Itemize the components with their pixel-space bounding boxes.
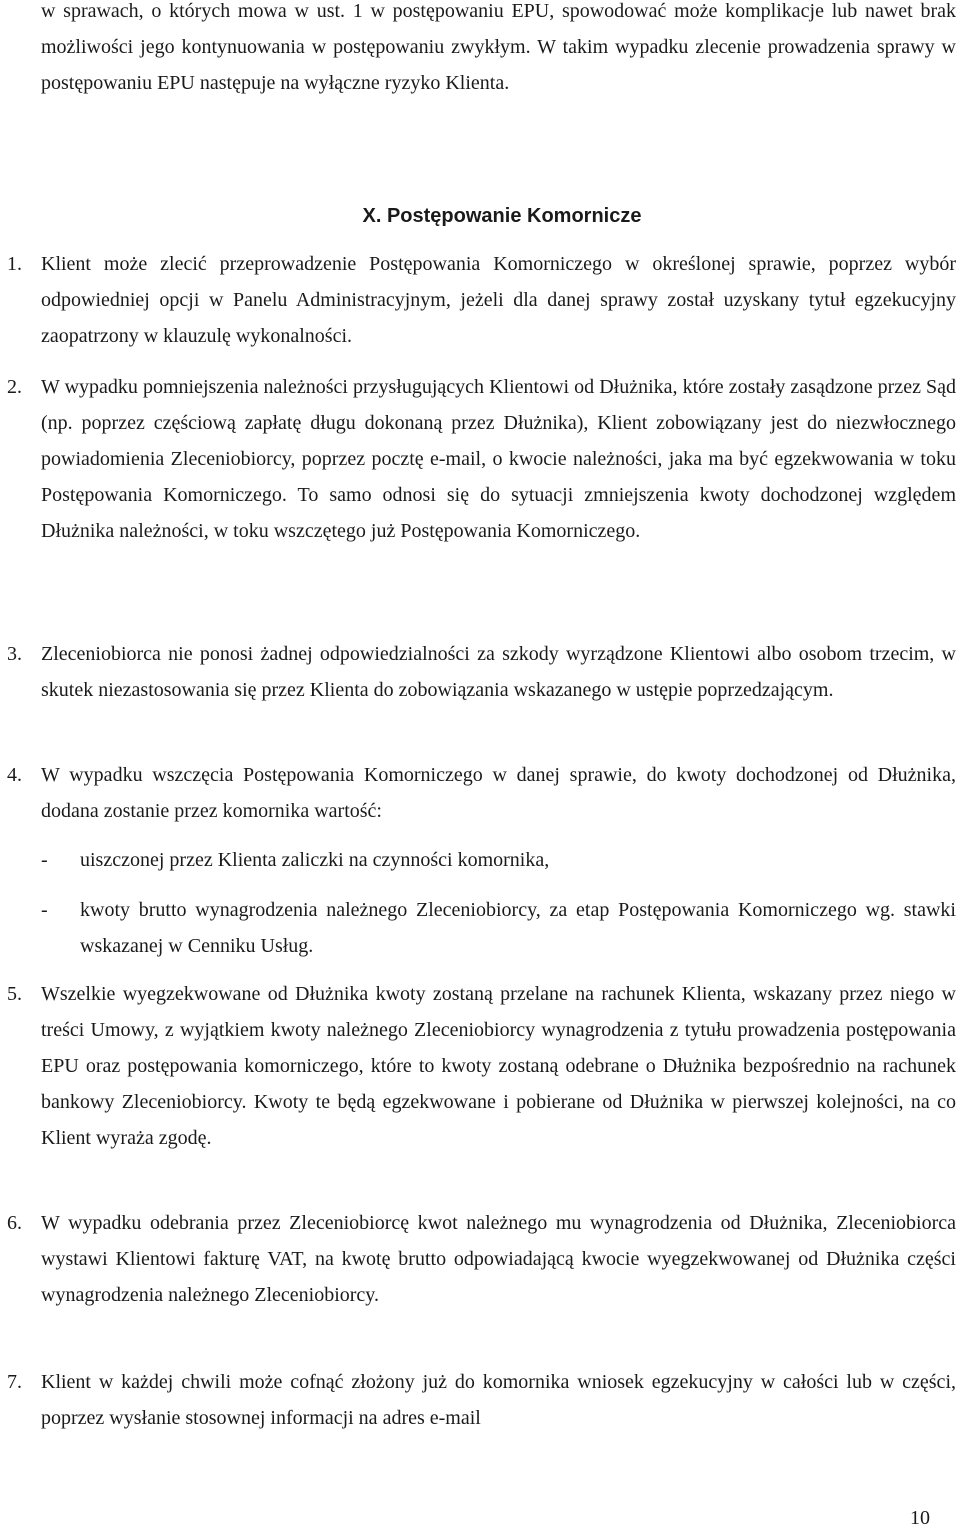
intro-paragraph: w sprawach, o których mowa w ust. 1 w postępowaniu EPU, spowodować może komplikacje lub nawet brak możliwości jego kontynuowania w postępowaniu zwykłym. W takim wypadku zlecenie prowadzenia sprawy w postępowaniu EPU następuje na wyłączne ryzyko Klienta. (41, 0, 956, 94)
section-heading-text: X. Postępowanie Komornicze (362, 205, 642, 227)
list-item-number: 4. (7, 764, 22, 786)
list-item-text: Zleceniobiorca nie ponosi żadnej odpowiedzialności za szkody wyrządzone Klientowi albo osobom trzecim, w skutek niezastosowania się przez Klienta do zobowiązania wskazanego w ustępie poprzedzającym. (41, 643, 956, 701)
list-item-number: 5. (7, 983, 22, 1005)
list-item-number: 3. (7, 643, 22, 665)
section-heading (0, 200, 960, 232)
list-item-number: 2. (7, 376, 22, 398)
list-item-5 (7, 976, 956, 1156)
list-item-text: Klient w każdej chwili może cofnąć złożony już do komornika wniosek egzekucyjny w całości lub w części, poprzez wysłanie stosownej informacji na adres e-mail (41, 1371, 956, 1429)
list-item-text: Wszelkie wyegzekwowane od Dłużnika kwoty zostaną przelane na rachunek Klienta, wskazany przez niego w treści Umowy, z wyjątkiem kwoty należnego Zleceniobiorcy wynagrodzenia z tytułu prowadzenia postępowania EPU oraz postępowania komorniczego, które to kwoty zostaną odebrane o Dłużnika bezpośrednio na rachunek bankowy Zleceniobiorcy. Kwoty te będą egzekwowane i pobierane od Dłużnika w pierwszej kolejności, na co Klient wyraża zgodę. (41, 983, 956, 1149)
list-item-text: W wypadku odebrania przez Zleceniobiorcę kwot należnego mu wynagrodzenia od Dłużnika, Zleceniobiorca wystawi Klientowi fakturę VAT, na kwotę brutto odpowiadającą kwocie wyegzekwowanej od Dłużnika części wynagrodzenia należnego Zleceniobiorcy. (41, 1212, 956, 1306)
list-item-number: 6. (7, 1212, 22, 1234)
list-item-4 (7, 757, 956, 829)
sub-list-item-1 (41, 842, 956, 878)
sub-list-text: kwoty brutto wynagrodzenia należnego Zleceniobiorcy, za etap Postępowania Komorniczego wg. stawki wskazanej w Cenniku Usług. (80, 899, 956, 957)
sub-list-text: uiszczonej przez Klienta zaliczki na czynności komornika, (80, 849, 550, 871)
list-item-number: 7. (7, 1371, 22, 1393)
list-item-7 (7, 1364, 956, 1436)
sub-list-item-2 (41, 892, 956, 964)
list-item-3 (7, 636, 956, 708)
list-item-text: W wypadku wszczęcia Postępowania Komorniczego w danej sprawie, do kwoty dochodzonej od Dłużnika, dodana zostanie przez komornika wartość: (41, 764, 956, 822)
list-item-6 (7, 1205, 956, 1313)
list-item-text: Klient może zlecić przeprowadzenie Postępowania Komorniczego w określonej sprawie, poprzez wybór odpowiedniej opcji w Panelu Administracyjnym, jeżeli dla danej sprawy został uzyskany tytuł egzekucyjny zaopatrzony w klauzulę wykonalności. (41, 253, 956, 347)
sub-list-dash: - (41, 849, 48, 871)
sub-list-dash: - (41, 899, 48, 921)
list-item-text: W wypadku pomniejszenia należności przysługujących Klientowi od Dłużnika, które zostały zasądzone przez Sąd (np. poprzez częściową zapłatę długu dokonaną przez Dłużnika), Klient zobowiązany jest do niezwłocznego powiadomienia Zleceniobiorcy, poprzez pocztę e-mail, o kwocie należności, jaka ma być egzekwowania w toku Postępowania Komorniczego. To samo odnosi się do sytuacji zmniejszenia kwoty dochodzonej względem Dłużnika należności, w toku wszczętego już Postępowania Komorniczego. (41, 376, 956, 542)
page-number: 10 (910, 1507, 930, 1529)
list-item-1 (7, 246, 956, 354)
list-item-number: 1. (7, 253, 22, 275)
list-item-2 (7, 369, 956, 549)
